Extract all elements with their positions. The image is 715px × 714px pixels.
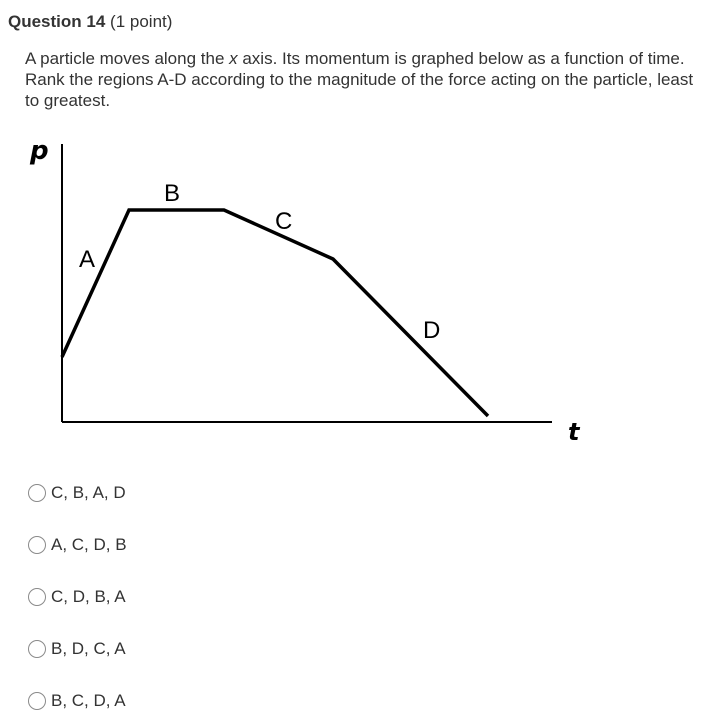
option-3[interactable] (28, 584, 126, 610)
region-label-d: D (423, 317, 441, 344)
x-axis-label: t (568, 418, 580, 446)
radio-button[interactable] (28, 536, 46, 554)
option-label: A, C, D, B (51, 535, 127, 554)
question-title: Question 14 (8, 12, 106, 31)
option-label: C, B, A, D (51, 483, 126, 502)
option-label: B, C, D, A (51, 691, 126, 710)
option-2[interactable] (28, 532, 127, 558)
question-text (25, 48, 695, 111)
option-5[interactable] (28, 688, 126, 714)
question-header (8, 12, 172, 32)
momentum-curve (62, 210, 488, 416)
radio-button[interactable] (28, 484, 46, 502)
region-label-a: A (79, 246, 96, 273)
radio-button[interactable] (28, 588, 46, 606)
question-text-part-1: A particle moves along the (25, 49, 230, 68)
momentum-graph (0, 130, 620, 460)
option-4[interactable] (28, 636, 126, 662)
region-label-c: C (275, 208, 293, 235)
option-1[interactable] (28, 480, 126, 506)
option-label: B, D, C, A (51, 639, 126, 658)
radio-button[interactable] (28, 692, 46, 710)
radio-button[interactable] (28, 640, 46, 658)
option-label: C, D, B, A (51, 587, 126, 606)
question-text-part-2: axis. Its momentum is graphed below as a function of time. Rank the regions A-D according to the magnitude of the force acting on the particle, least to greatest. (25, 49, 694, 110)
y-axis-label: p (30, 136, 49, 166)
question-variable: x (229, 49, 238, 68)
region-label-b: B (164, 180, 181, 207)
question-points: (1 point) (110, 12, 173, 31)
